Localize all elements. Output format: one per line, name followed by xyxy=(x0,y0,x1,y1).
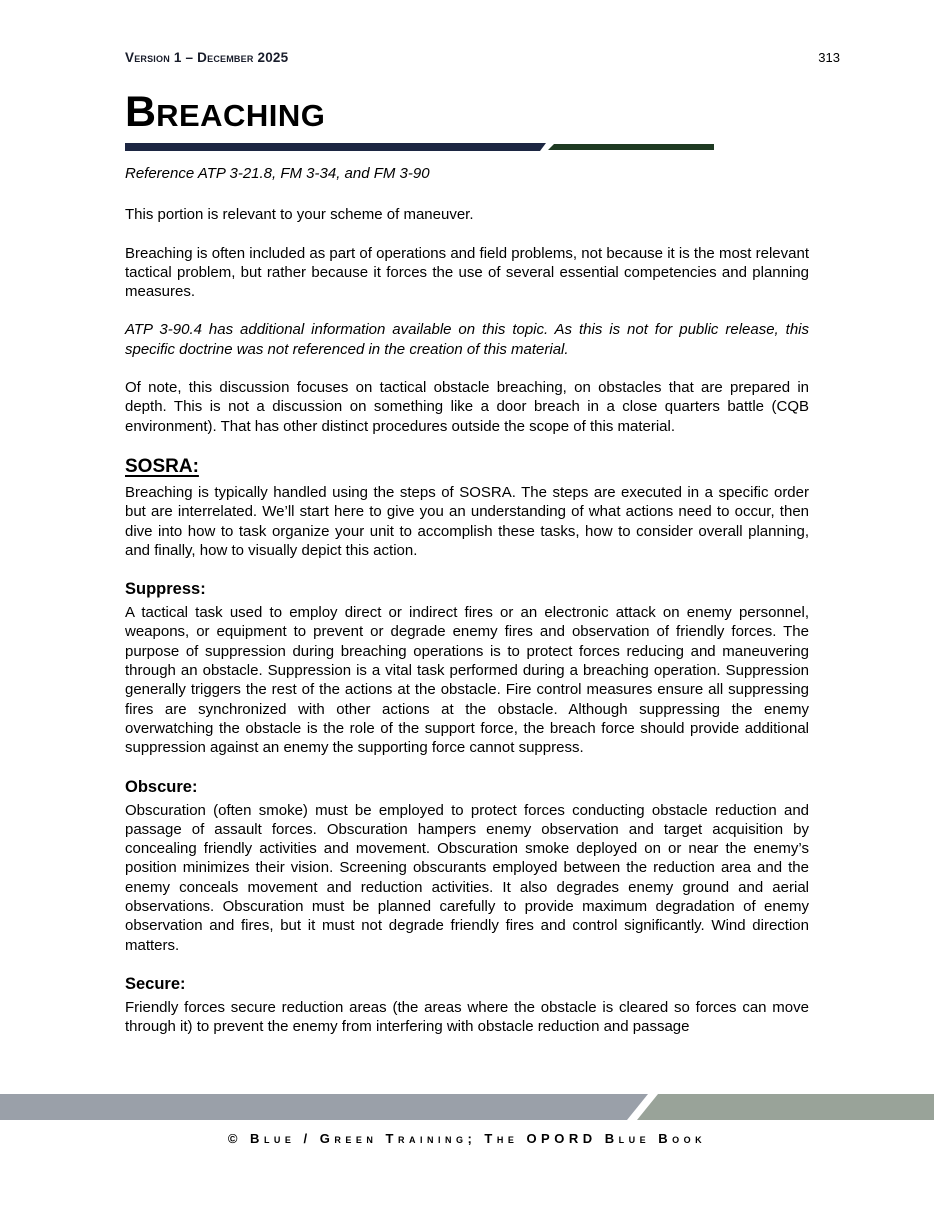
title-rule-green-segment xyxy=(548,144,714,150)
sosra-paragraph: Breaching is typically handled using the steps of SOSRA. The steps are executed in a specific order but are interrelated. We’ll start here to give you an understanding of what actions need to occur, then dive into how to task organize your unit to accomplish these tasks, how to consider overall planning, and finally, how to visually depict this action. xyxy=(125,483,809,559)
doctrine-note-paragraph: ATP 3-90.4 has additional information available on this topic. As this is not for public release, this specific doctrine was not referenced in the creation of this material. xyxy=(125,321,809,358)
section-body-suppress: A tactical task used to employ direct or indirect fires or an electronic attack on enemy personnel, weapons, or equipment to prevent or degrade enemy fires and observation of friendly forces. The purpose of suppression during breaching operations is to protect forces reducing and maneuvering through an obstacle. Suppression is a vital task performed during a breaching operation. Suppression generally triggers the rest of the actions at the obstacle. Fire control measures ensure all suppressing fires are synchronized with other actions at the obstacle. Although suppressing the enemy overwatching the obstacle is the role of the support force, the breach force should provide additional suppression against an enemy the supporting force cannot suppress. xyxy=(125,604,809,757)
footer-copyright: © Blue / Green Training; The OPORD Blue Book xyxy=(227,1131,707,1146)
sosra-heading: SOSRA: xyxy=(125,455,199,477)
section-body-secure: Friendly forces secure reduction areas (the areas where the obstacle is cleared so forces can move through it) to prevent the enemy from interfering with obstacle reduction and passage xyxy=(125,998,809,1036)
section-heading-suppress: Suppress: xyxy=(125,580,206,599)
section-heading-secure: Secure: xyxy=(125,974,186,993)
chapter-title-lead: B xyxy=(125,88,157,136)
reference-line: Reference ATP 3-21.8, FM 3-34, and FM 3-90 xyxy=(125,165,430,182)
page-header xyxy=(125,50,840,65)
title-rule xyxy=(125,143,809,151)
page-number: 313 xyxy=(818,50,840,65)
intro-paragraph-relevance: This portion is relevant to your scheme of maneuver. xyxy=(125,206,474,224)
chapter-title xyxy=(125,90,809,138)
title-rule-navy-segment xyxy=(125,143,546,151)
chapter-title-rest: REACHING xyxy=(156,98,326,133)
footer-bar-sage-segment xyxy=(637,1094,934,1120)
footer-bar xyxy=(0,1094,934,1120)
version-label: Version 1 – December 2025 xyxy=(125,50,289,65)
page-content xyxy=(125,90,809,1056)
scope-paragraph: Of note, this discussion focuses on tactical obstacle breaching, on obstacles that are prepared in depth. This is not a discussion on something like a door breach in a close quarters battle (CQB environment). That has other distinct procedures outside the scope of this material. xyxy=(125,379,809,435)
section-body-obscure: Obscuration (often smoke) must be employed to protect forces conducting obstacle reduction and passage of assault forces. Obscuration hampers enemy observation and target acquisition by concealing friendly activities and movement. Obscuration smoke deployed on or near the enemy’s position minimizes their vision. Screening obscurants employed between the reduction area and the enemy conceals movement and reduction activities. It also degrades enemy ground and aerial observations. Obscuration must be planned carefully to provide maximum degradation of enemy observation and fires, but it must not degrade friendly fires and control significantly. Wind direction matters. xyxy=(125,801,809,954)
footer-bar-gray-segment xyxy=(0,1094,648,1120)
section-heading-obscure: Obscure: xyxy=(125,777,198,796)
intro-paragraph-rationale: Breaching is often included as part of operations and field problems, not because it is the most relevant tactical problem, but rather because it forces the use of several essential competencies and planning measures. xyxy=(125,244,809,301)
